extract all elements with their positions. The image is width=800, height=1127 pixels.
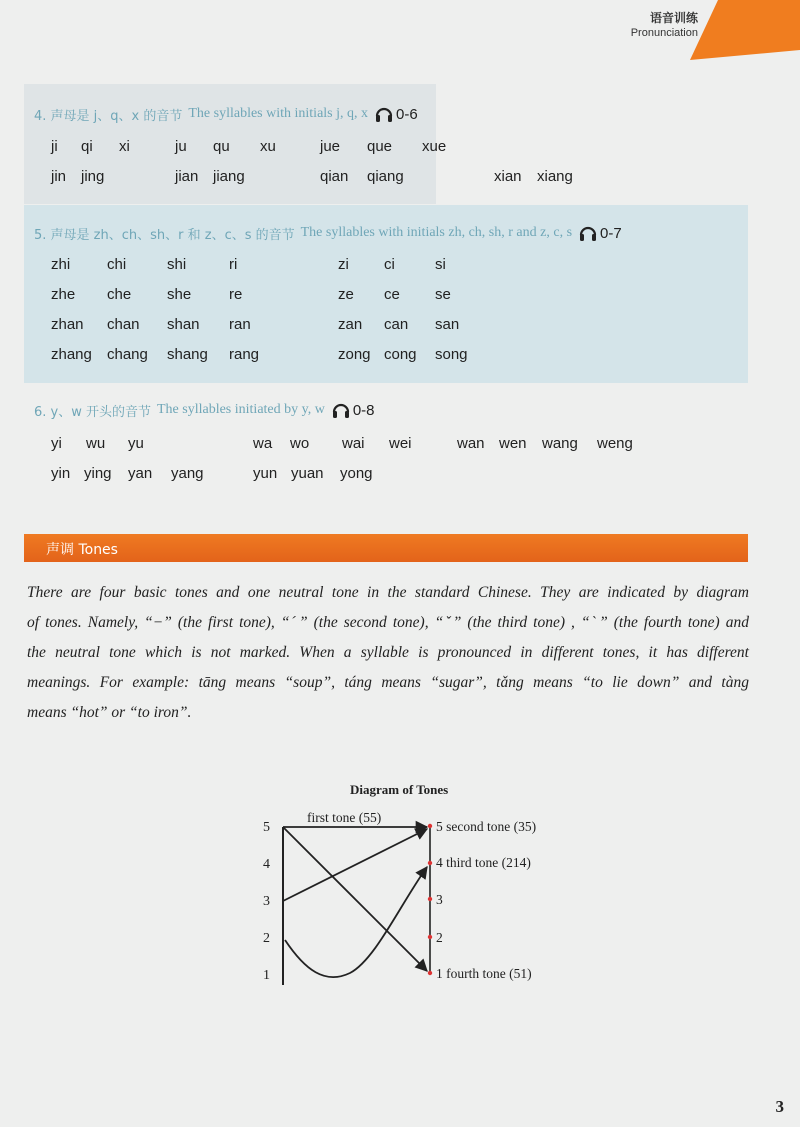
- header-title-en: Pronunciation: [630, 27, 698, 39]
- page-number: 3: [775, 1097, 784, 1116]
- syllable: wai: [342, 435, 365, 452]
- syllable: she: [167, 286, 192, 303]
- header-title-cn: 语音训练: [649, 11, 698, 25]
- headphones-icon[interactable]: [374, 104, 394, 124]
- syllable: wo: [290, 435, 310, 452]
- section5-title-en: The syllables with initials zh, ch, sh, r and z, c, s: [300, 225, 573, 240]
- syllable: xi: [119, 138, 130, 155]
- section4-title: [34, 104, 418, 124]
- syllable: wei: [389, 435, 412, 452]
- syllable: zhi: [51, 256, 71, 273]
- syllable: qu: [213, 138, 230, 155]
- right-label: 5 second tone (35): [436, 819, 537, 834]
- section6-title-en: The syllables initiated by y, w: [157, 402, 325, 417]
- syllable: zhan: [51, 316, 84, 333]
- syllable: zhang: [51, 346, 92, 363]
- syllable: xiang: [537, 168, 573, 185]
- syllable: che: [107, 286, 132, 303]
- paragraph-line: There are four basic tones and one neutral tone in the standard Chinese. They are indicated by diagram: [27, 584, 749, 601]
- syllable: se: [435, 286, 451, 303]
- paragraph-line: of tones. Namely, “−” (the first tone), “ˊ” (the second tone), “ˇ” (the third tone) , “ˋ” (the fourth tone) and: [27, 614, 749, 631]
- syllable: chan: [107, 316, 140, 333]
- syllable: xian: [494, 168, 522, 185]
- tones-paragraph: [27, 578, 749, 728]
- level-label: 3: [263, 894, 270, 909]
- syllable: qiang: [367, 168, 404, 185]
- right-label: 3: [436, 892, 443, 907]
- syllable: zan: [338, 316, 363, 333]
- syllable: xu: [260, 138, 276, 155]
- syllable: jian: [175, 168, 199, 185]
- header-orange-tab: [690, 0, 800, 60]
- section6-track: 0-8: [352, 401, 375, 419]
- syllable: jin: [51, 168, 67, 185]
- syllable: wen: [499, 435, 527, 452]
- section4-title-cn: 4. 声母是 j、q、x 的音节: [34, 108, 183, 124]
- syllable: re: [229, 286, 243, 303]
- level-label: 4: [263, 857, 270, 872]
- section6-title: [34, 400, 375, 420]
- syllable: wa: [253, 435, 273, 452]
- tones-diagram: [250, 775, 570, 995]
- syllable: wan: [457, 435, 485, 452]
- syllable: ce: [384, 286, 400, 303]
- syllable: ji: [51, 138, 58, 155]
- syllable: yu: [128, 435, 144, 452]
- syllable: qi: [81, 138, 93, 155]
- syllable: san: [435, 316, 460, 333]
- level-label: 2: [263, 931, 270, 946]
- right-label: 4 third tone (214): [436, 855, 531, 870]
- level-label: 1: [263, 968, 270, 983]
- syllable: zhe: [51, 286, 76, 303]
- page-header: [631, 9, 698, 39]
- syllable: jue: [320, 138, 341, 155]
- syllable: que: [367, 138, 393, 155]
- syllable: zong: [338, 346, 371, 363]
- syllable: can: [384, 316, 409, 333]
- paragraph-line: means “hot” or “to iron”.: [27, 704, 192, 721]
- syllable: ze: [338, 286, 354, 303]
- section5-track: 0-7: [600, 224, 622, 242]
- syllable: shan: [167, 316, 200, 333]
- right-label: 1 fourth tone (51): [436, 966, 532, 981]
- syllable: yun: [253, 465, 278, 482]
- section6-title-cn: 6. y、w 开头的音节: [34, 404, 151, 420]
- syllable: rang: [229, 346, 260, 363]
- syllable: yang: [171, 465, 204, 482]
- diagram-title: Diagram of Tones: [350, 782, 449, 797]
- syllable: shang: [167, 346, 208, 363]
- syllable: yong: [340, 465, 373, 482]
- syllable: zi: [338, 256, 349, 273]
- tones-heading: 声调 Tones: [46, 542, 118, 558]
- first-tone-label: first tone (55): [307, 810, 382, 825]
- section5-title-cn: 5. 声母是 zh、ch、sh、r 和 z、c、s 的音节: [34, 227, 295, 243]
- level-label: 5: [263, 820, 270, 835]
- syllable: ci: [384, 256, 395, 273]
- syllable: qian: [320, 168, 349, 185]
- syllable: yin: [51, 465, 71, 482]
- headphones-icon[interactable]: [578, 223, 598, 243]
- syllable: song: [435, 346, 468, 363]
- paragraph-line: meanings. For example: tāng means “soup”, táng means “sugar”, tǎng means “to lie down” and tàng: [27, 674, 749, 691]
- syllable: chang: [107, 346, 148, 363]
- right-label: 2: [436, 930, 443, 945]
- syllable: ri: [229, 256, 238, 273]
- syllable: jing: [81, 168, 105, 185]
- section4-title-en: The syllables with initials j, q, x: [188, 106, 369, 121]
- syllable: ran: [229, 316, 251, 333]
- syllable: wang: [542, 435, 578, 452]
- syllable: wu: [86, 435, 106, 452]
- paragraph-line: the neutral tone which is not marked. When a syllable is pronounced in different tones, it has different: [27, 644, 749, 661]
- section5-title: [34, 223, 622, 243]
- syllable: yan: [128, 465, 153, 482]
- syllable: jiang: [213, 168, 245, 185]
- syllable: yi: [51, 435, 62, 452]
- syllable: ying: [84, 465, 112, 482]
- syllable: yuan: [291, 465, 324, 482]
- tones-heading-bar: [24, 534, 748, 562]
- syllable: cong: [384, 346, 417, 363]
- syllable: ju: [175, 138, 187, 155]
- syllable: shi: [167, 256, 187, 273]
- syllable: si: [435, 256, 446, 273]
- syllable: xue: [422, 138, 447, 155]
- section4-track: 0-6: [396, 105, 418, 123]
- headphones-icon[interactable]: [331, 400, 351, 420]
- syllable: weng: [597, 435, 633, 452]
- syllable: chi: [107, 256, 127, 273]
